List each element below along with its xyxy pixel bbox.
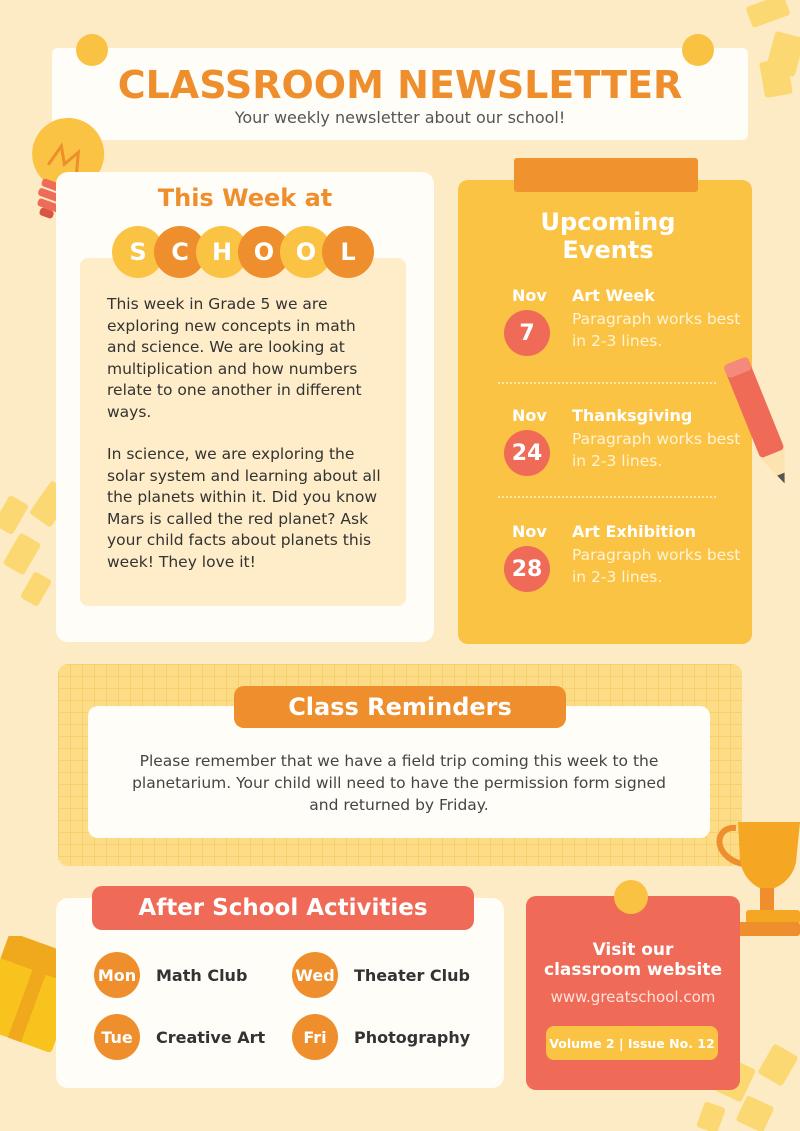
activities-title: After School Activities bbox=[92, 886, 474, 930]
page-subtitle: Your weekly newsletter about our school! bbox=[234, 108, 566, 127]
reminders-title: Class Reminders bbox=[234, 686, 566, 728]
this-week-paragraph: In science, we are exploring the solar system and learning about all the planets within it. Did you know Mars is called the red planet? Ask your child facts about planets this week! They love it! bbox=[107, 445, 381, 571]
volume-issue-badge: Volume 2 | Issue No. 12 bbox=[546, 1026, 718, 1060]
events-title-line: Events bbox=[562, 236, 654, 264]
this-week-title: This Week at bbox=[157, 184, 333, 212]
activity-item bbox=[94, 1014, 265, 1060]
this-week-text bbox=[107, 294, 389, 594]
event-month: Nov bbox=[512, 406, 547, 425]
pin-dot bbox=[614, 880, 648, 914]
event-day: 28 bbox=[504, 546, 550, 592]
brush-stroke bbox=[759, 58, 793, 98]
event-divider bbox=[498, 382, 716, 384]
activity-item bbox=[292, 1014, 470, 1060]
event-name: Art Week bbox=[572, 286, 655, 305]
activity-name: Photography bbox=[354, 1027, 471, 1047]
website-title-line: classroom website bbox=[544, 960, 722, 980]
school-letter: O bbox=[238, 226, 290, 278]
activity-name: Math Club bbox=[156, 965, 248, 985]
school-letter-row bbox=[112, 226, 374, 278]
activity-item bbox=[94, 952, 247, 998]
event-name: Art Exhibition bbox=[572, 522, 697, 541]
event-day: 7 bbox=[504, 310, 550, 356]
brush-stroke bbox=[3, 532, 42, 575]
pin-dot bbox=[76, 34, 108, 66]
event-month: Nov bbox=[512, 522, 547, 541]
event-desc: Paragraph works best in 2-3 lines. bbox=[572, 310, 741, 350]
brush-stroke bbox=[20, 571, 52, 607]
pin-dot bbox=[682, 34, 714, 66]
activity-name: Theater Club bbox=[354, 965, 470, 985]
pencil-icon bbox=[722, 350, 800, 500]
tape-strip bbox=[514, 158, 698, 192]
school-letter: O bbox=[280, 226, 332, 278]
event-desc: Paragraph works best in 2-3 lines. bbox=[572, 546, 741, 586]
website-url-link[interactable]: www.greatschool.com bbox=[550, 988, 716, 1006]
activity-day: Fri bbox=[292, 1014, 338, 1060]
event-desc: Paragraph works best in 2-3 lines. bbox=[572, 430, 741, 470]
reminders-text: Please remember that we have a field trip coming this week to the planetarium. Your child will need to have the permission form signed and returned by Friday. bbox=[132, 752, 666, 814]
events-title-line: Upcoming bbox=[540, 208, 676, 236]
event-item bbox=[500, 522, 750, 612]
activity-item bbox=[292, 952, 470, 998]
newsletter-header bbox=[52, 48, 748, 140]
school-letter: L bbox=[322, 226, 374, 278]
brush-stroke bbox=[696, 1101, 726, 1131]
brush-stroke bbox=[745, 0, 790, 28]
events-title bbox=[458, 208, 758, 264]
website-title-line: Visit our bbox=[592, 940, 674, 960]
activity-day: Wed bbox=[292, 952, 338, 998]
event-name: Thanksgiving bbox=[572, 406, 693, 425]
this-week-paragraph: This week in Grade 5 we are exploring new concepts in math and science. We are looking at multiplication and how numbers relate to one another in different ways. bbox=[107, 295, 362, 421]
activity-name: Creative Art bbox=[156, 1027, 266, 1047]
school-letter: S bbox=[112, 226, 164, 278]
brush-stroke bbox=[0, 495, 29, 535]
activity-day: Mon bbox=[94, 952, 140, 998]
website-title bbox=[526, 940, 740, 980]
activity-day: Tue bbox=[94, 1014, 140, 1060]
event-item bbox=[500, 406, 750, 496]
event-month: Nov bbox=[512, 286, 547, 305]
school-letter: C bbox=[154, 226, 206, 278]
event-item bbox=[500, 286, 750, 376]
page-title: CLASSROOM NEWSLETTER bbox=[117, 63, 683, 107]
brush-stroke bbox=[757, 1043, 798, 1086]
school-letter: H bbox=[196, 226, 248, 278]
event-day: 24 bbox=[504, 430, 550, 476]
event-divider bbox=[498, 496, 716, 498]
